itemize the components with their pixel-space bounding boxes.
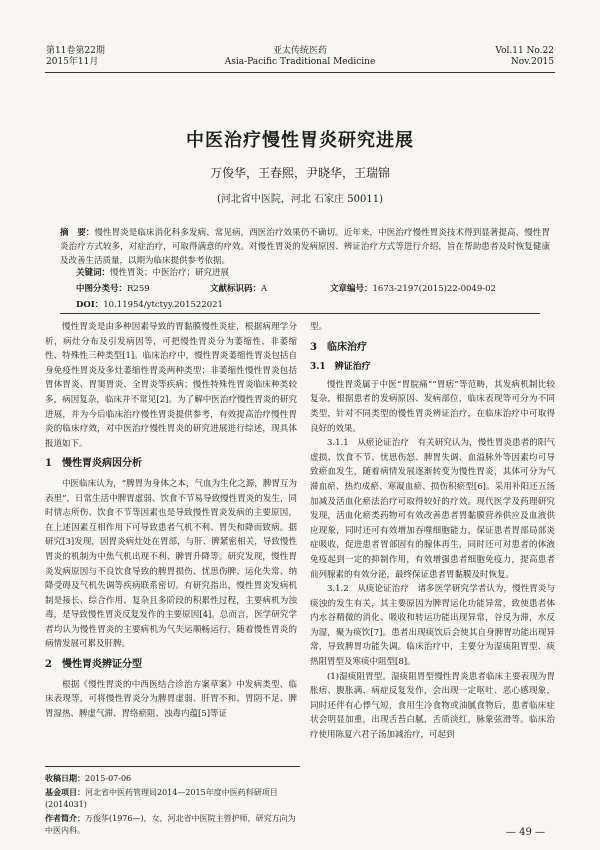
intro-paragraph: 慢性胃炎是由多种因素导致的胃黏膜慢性炎症，根据病理学分析，病灶分布及引发病因等，可把慢性胃炎分为萎缩性、非萎缩性、特殊性三种类型[1]。临床治疗中，慢性胃炎萎缩性胃炎包括自身免疫性胃炎及多灶萎缩性胃炎两种类型；非萎缩性慢性胃炎包括胃体胃炎、胃窦胃炎、全胃炎等疾病；慢性特殊性胃炎临床种类较多，病因复杂，临床并不常见[2]。为了解中医治疗慢性胃炎的研究进展，并为今后临床治疗慢性胃炎提供参考，有效提高治疗慢性胃炎的临床疗效，对中医治疗慢性胃炎的研究进展进行综述，现具体报道如下。 [45,322,297,449]
header-date-cn: 2015年11月 [46,57,99,67]
footnote-received [45,772,300,786]
header-vol-cn: 第11卷第22期 [46,46,105,56]
keywords [76,266,229,278]
article-affiliation: (河北省中医院，河北 石家庄 50011) [217,194,383,205]
header-date-en: Nov.2015 [510,57,554,67]
left-column [45,320,297,721]
keywords-label: 关键词： [76,268,111,278]
fund-text: 河北省中医药管理局2014—2015年度中医药科研项目(2014031) [45,787,278,809]
right-column [310,320,555,743]
clc-value: R259 [127,284,150,294]
doi-value: 10.11954/ytctyy.201522021 [103,300,223,310]
section-3-1-title: 3.1 辨证治疗 [310,362,371,373]
header-vol-en: Vol.11 No.22 [495,46,554,56]
continuation-text: 型。 [310,322,328,332]
page-number: — 49 — [505,827,545,838]
received-label: 收稿日期： [45,773,85,783]
clc-label: 中图分类号： [76,284,128,294]
section-1-text: 中医临床认为，“脾胃为身体之本，气血为生化之源，脾胃互为表里”，日常生活中脾胃虚弱、饮食不节易导致慢性胃炎的发生，同时情志所伤、饮食不节等因素也是导致慢性胃炎发病的主要原因，在上述因素互相作用下可导致患者气机不利、胃失和降而致病。据研究[3]发现，因胃炎病灶处在胃部，与肝、脾紧密相关，导致慢性胃炎的机制为中焦气机出现不利、脾胃升降等。研究发现，慢性胃炎发病原因与不良饮食导致的脾胃损伤、忧思伤脾、运化失常、纳降受碍及气机失调等疾病联系密切。有研究指出，慢性胃炎发病机制是接长、综合作用、复杂且多阶段的积累性过程，主要病机为浊毒，是导致慢性胃炎反复发作的主要原因[4]。总而言，医学研究学者均认为慢性胃炎的主要病机为气失运顺畅运行，随着慢性胃炎的病情发展可累及肝脾。 [45,478,297,650]
section-3-1-2-text: 3.1.2 从痰论证治疗 诸多医学研究学者认为，慢性胃炎与痰浊的发生有关，其主要原因为脾胃运化功能异常，致使患者体内水谷精微的消化、吸收和转运功能出现异常，谷反为滞，水反为湿，聚为痰饮[7]。患者出现痰饮后会使其自身脾胃功能出现异常，导致脾胃功能失调。临床治疗中，主要分为湿痰阻胃型、痰热阻胃型及寒痰中阻型[8]。 [310,584,555,668]
author-label: 作者简介： [45,812,85,823]
section-2-title: 2 慢性胃炎辨证分型 [45,659,142,671]
header-journal-cn: 亚太传统医药 [272,46,327,56]
footnote-fund [45,786,300,812]
section-3-title: 3 临床治疗 [310,341,367,353]
received-date: 2015-07-06 [85,774,132,783]
section-3-1-1-text: 3.1.1 从瘀论证治疗 有关研究认为，慢性胃炎患者的阳气虚损、饮食不节、忧思伤怒、脾胃失调、血溢脉外等因素均可导致瘀血发生，随着病情发展逐渐转变为慢性胃炎，其体可分为气滞血瘀、热灼成瘀、寒凝血瘀、损伤积瘀型[6]。采用补阳还五汤加减及活血化瘀法治疗可取得较好的疗效。现代医学及药理研究发现，活血化瘀类药物可有效改善患者胃黏膜营养供应及血液供应现象，同时还可有效增加吞噬细胞能力，保证患者胃部局部炎症吸收，促进患者胃部固有的腺体再生，同时还可对患者的体液免疫起到一定的抑制作用，有效增强患者细胞免疫力，提高患者前列腺素的有效分泌，最终保证患者胃黏膜及时恢复。 [310,438,555,580]
header-journal-en: Asia-Pacific Traditional Medicine [224,57,376,67]
art-value: 1673-2197(2015)22-0049-02 [372,284,496,294]
footnote [45,772,300,838]
doi [76,298,223,310]
author-text: 万俊华(1976—)，女，河北省中医院主管护师，研究方向为中医内科。 [45,813,296,835]
section-2-text: 根据《慢性胃炎的中西医结合诊治方案草案》中发病类型、临床表现等，可将慢性胃炎分为脾胃虚弱、肝胃不和、胃阴不足、脾胃湿热、脾虚气滞、胃络瘀阻、浊毒内蕴[5]等证 [45,679,297,719]
art-label: 文章编号： [330,284,373,294]
article-authors: 万俊华，王春熙，尹晓华，王瑞锦 [209,166,390,180]
doi-label: DOI： [76,300,104,310]
abstract-label: 摘 要： [60,228,95,238]
article-number [330,282,496,294]
doc-code [210,282,267,294]
abstract [60,226,550,269]
abstract-rule [60,313,540,314]
fund-label: 基金项目： [45,786,85,797]
section-3-1-text: 慢性胃炎属于中医“胃脘痛”“胃痞”等范畴，其发病机制比较复杂，根据患者的发病原因、发病部位，临床表现等可分为不同类型，针对不同类型的慢性胃炎辨证治疗，在临床治疗中可取得良好的效果。 [310,379,555,434]
section-3-1-2-b-text: (1)湿痰阻胃型。湿痰阻胃型慢性胃炎患者临床主要表现为胃胀痞、腹胀满、病症反复发作，会出现一定呕吐、恶心感现象，同时还伴有心悸气短，食用生冷食物或油腻食物后，患者临床症状会明显加重，出现舌苔白腻，舌质淡红，脉象弦滑等。临床治疗使用陈夏六君子汤加减治疗，可起到 [310,671,555,741]
doc-value: A [261,284,268,294]
abstract-text: 慢性胃炎是临床消化科多发病、常见病，西医治疗效果仍不确切。近年来，中医治疗慢性胃炎技术得到显著提高，慢性胃炎治疗方式较多，对症治疗，可取得满意的疗效。对慢性胃炎的发病原因、辨证治疗方式等进行介绍，旨在帮助患者及时恢复健康及改善生活质量，以期为临床提供参考依据。 [60,228,550,267]
keywords-text: 慢性胃炎；中医治疗；研究进展 [110,268,230,278]
clc-number [76,282,150,294]
article-title: 中医治疗慢性胃炎研究进展 [186,130,414,151]
footnote-rule [45,766,300,767]
header-rule [45,72,555,73]
footnote-author [45,812,300,838]
header-volume-en [495,46,554,68]
section-1-title: 1 慢性胃炎病因分析 [45,458,142,470]
doc-label: 文献标识码： [210,284,262,294]
